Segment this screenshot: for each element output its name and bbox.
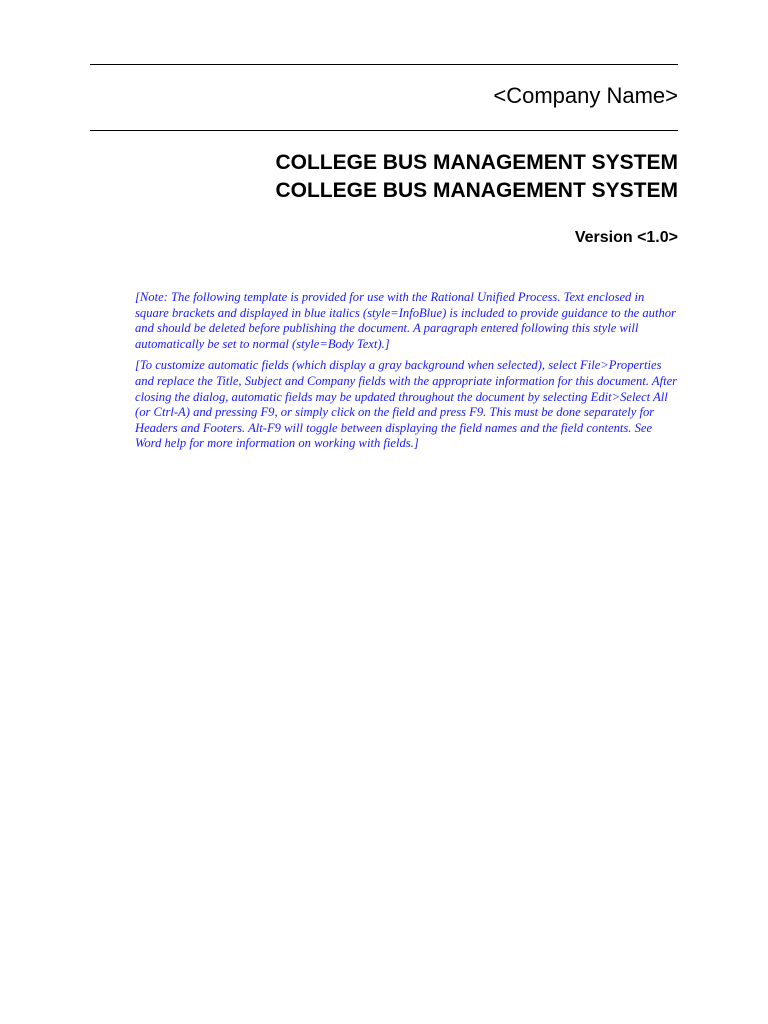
middle-horizontal-rule [90, 130, 678, 131]
company-name: <Company Name> [493, 83, 678, 108]
template-note-paragraph: [Note: The following template is provided for use with the Rational Unified Process. Text enclosed in square brackets and displayed in blue italics (style=InfoBlue) is included to provide guidance to the author and should be deleted before publishing the document. A paragraph entered following this style will automatically be set to normal (style=Body Text).] [135, 290, 676, 351]
title-line-1: COLLEGE BUS MANAGEMENT SYSTEM [275, 151, 678, 174]
document-version: Version <1.0> [574, 229, 678, 246]
document-title [275, 149, 678, 205]
top-horizontal-rule [90, 64, 678, 65]
customize-fields-paragraph: [To customize automatic fields (which display a gray background when selected), select File>Properties and replace the Title, Subject and Company fields with the appropriate information for this document. After closing the dialog, automatic fields may be updated throughout the document by selecting Edit>Select All (or Ctrl-A) and pressing F9, or simply click on the field and press F9. This must be done separately for Headers and Footers. Alt-F9 will toggle between displaying the field names and the field contents. See Word help for more information on working with fields.] [135, 358, 678, 451]
info-blue-notes [135, 290, 680, 458]
title-line-2: COLLEGE BUS MANAGEMENT SYSTEM [275, 179, 678, 202]
